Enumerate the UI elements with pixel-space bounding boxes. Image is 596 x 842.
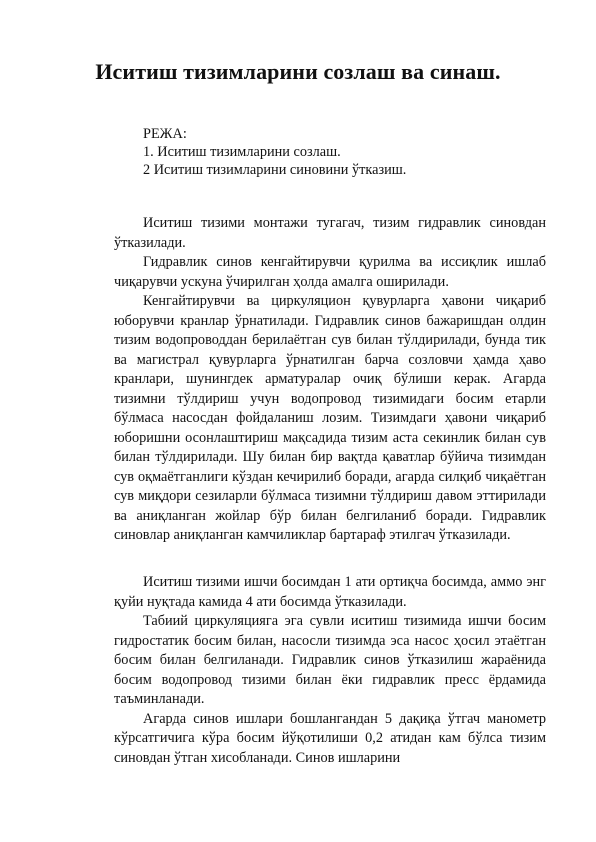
paragraph: Гидравлик синов кенгайтирувчи қурилма ва иссиқлик ишлаб чиқарувчи ускуна ўчирилган ҳолда амалга оширилади. xyxy=(114,254,546,290)
paragraph: Иситиш тизими ишчи босимдан 1 ати ортиқча босимда, аммо энг қуйи нуқтада камида 4 ати босимда ўтказилади. xyxy=(114,574,546,610)
paragraph: Кенгайтирувчи ва циркуляцион қувурларга ҳавони чиқариб юборувчи кранлар ўрнатилади. Гидравлик синов бажаришдан олдин тизим водопроводдан берилаётган сув билан тўлдирилади, бунда тик ва магистрал қувурларга ўрнатилган барча созловчи ҳамда ҳаво кранлари, шунингдек арматуралар очиқ бўлиши керак. Агарда тизимни тўлдириш учун водопровод тизимидаги босим етарли бўлмаса насосдан фойдаланиш лозим. Тизимдаги ҳавони чиқариб юборишни осонлаштириш мақсадида тизим аста секинлик билан сув билан тўлдирилади. Шу билан бир вақтда қаватлар бўйича тизимдан сув оқмаётганлиги кўздан кечирилиб боради, агарда силқиб чиқаётган сув миқдори сезиларли бўлмаса тизимни тўлдириш давом эттирилади ва аниқланган жойлар бўр билан белгиланиб боради. Гидравлик синовлар аниқланган камчиликлар бартараф этилгач ўтказилади. xyxy=(114,293,546,543)
plan-item-1: 1. Иситиш тизимларини созлаш. xyxy=(143,144,341,160)
paragraph: Табиий циркуляцияга эга сувли иситиш тизимида ишчи босим гидростатик босим билан, насосли тизимда эса насос ҳосил этаётган босим билан белгиланади. Гидравлик синов ўтказилиш жараёнида босим водопровод тизими билан ёки гидравлик пресс ёрдамида таъминланади. xyxy=(114,613,546,707)
plan-section xyxy=(143,125,406,179)
paragraph: Иситиш тизими монтажи тугагач, тизим гидравлик синовдан ўтказилади. xyxy=(114,215,546,251)
plan-heading: РЕЖА: xyxy=(143,126,187,142)
paragraph: Агарда синов ишлари бошлангандан 5 дақиқа ўтгач манометр кўрсатгичига кўра босим йўқотилиши 0,2 атидан кам бўлса тизим синовдан ўтган хисобланади. Синов ишларини xyxy=(114,710,546,766)
plan-item-2: 2 Иситиш тизимларини синовини ўтказиш. xyxy=(143,162,407,178)
section-2 xyxy=(114,573,546,768)
document-title: Иситиш тизимларини созлаш ва синаш. xyxy=(95,59,501,84)
section-1 xyxy=(114,214,546,546)
